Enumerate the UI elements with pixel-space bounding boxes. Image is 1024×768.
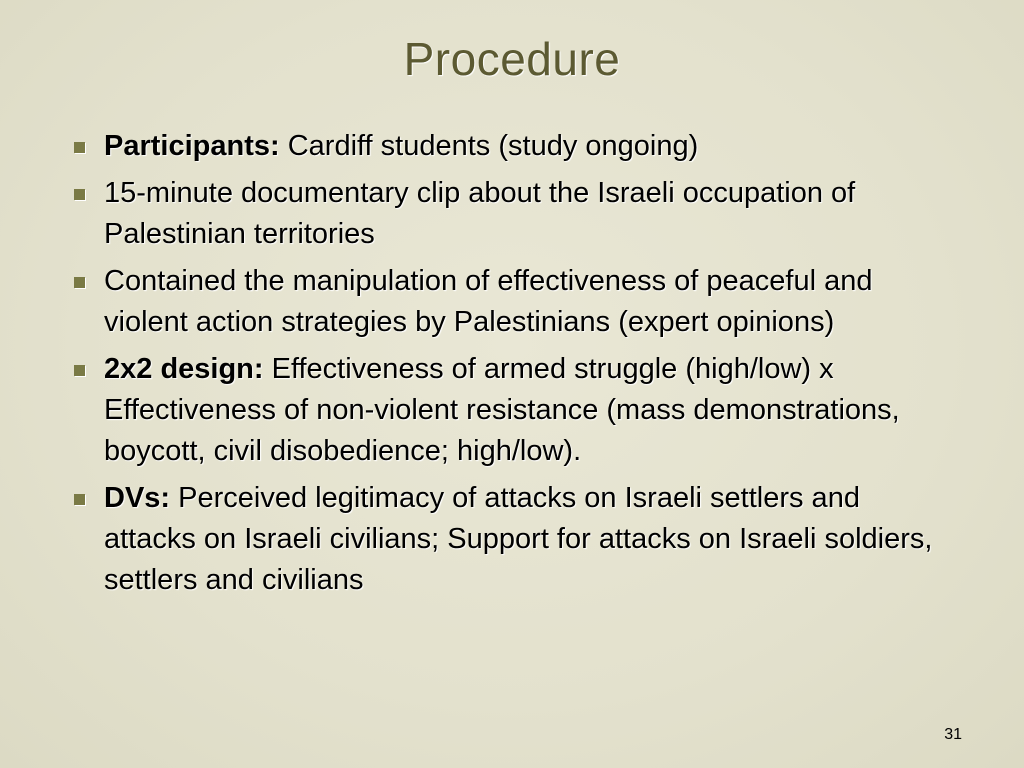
bullet-item bbox=[70, 478, 950, 601]
bullet-item bbox=[70, 126, 950, 167]
bullet-text: Contained the manipulation of effectiveness of peaceful and violent action strategies by Palestinians (expert opinions) bbox=[104, 265, 873, 338]
square-bullet-icon bbox=[74, 277, 85, 288]
bullet-text: Effectiveness of armed struggle (high/low) x Effectiveness of non-violent resistance (mass demonstrations, boycott, civil disobedience; high/low). bbox=[104, 353, 900, 467]
bullet-lead: DVs: bbox=[104, 482, 171, 514]
bullet-lead: Participants: bbox=[104, 130, 280, 162]
bullet-item bbox=[70, 349, 950, 472]
square-bullet-icon bbox=[74, 142, 85, 153]
bullet-text: 15-minute documentary clip about the Israeli occupation of Palestinian territories bbox=[104, 177, 856, 250]
square-bullet-icon bbox=[74, 189, 85, 200]
bullet-item bbox=[70, 173, 950, 255]
bullet-text: Perceived legitimacy of attacks on Israeli settlers and attacks on Israeli civilians; Support for attacks on Israeli soldiers, settlers and civilians bbox=[104, 482, 933, 596]
slide-title: Procedure bbox=[403, 33, 621, 85]
bullet-list bbox=[70, 126, 950, 607]
bullet-lead: 2x2 design: bbox=[104, 353, 264, 385]
bullet-item bbox=[70, 261, 950, 343]
bullet-text: Cardiff students (study ongoing) bbox=[279, 130, 699, 162]
page-number: 31 bbox=[944, 726, 962, 743]
square-bullet-icon bbox=[74, 494, 85, 505]
square-bullet-icon bbox=[74, 365, 85, 376]
